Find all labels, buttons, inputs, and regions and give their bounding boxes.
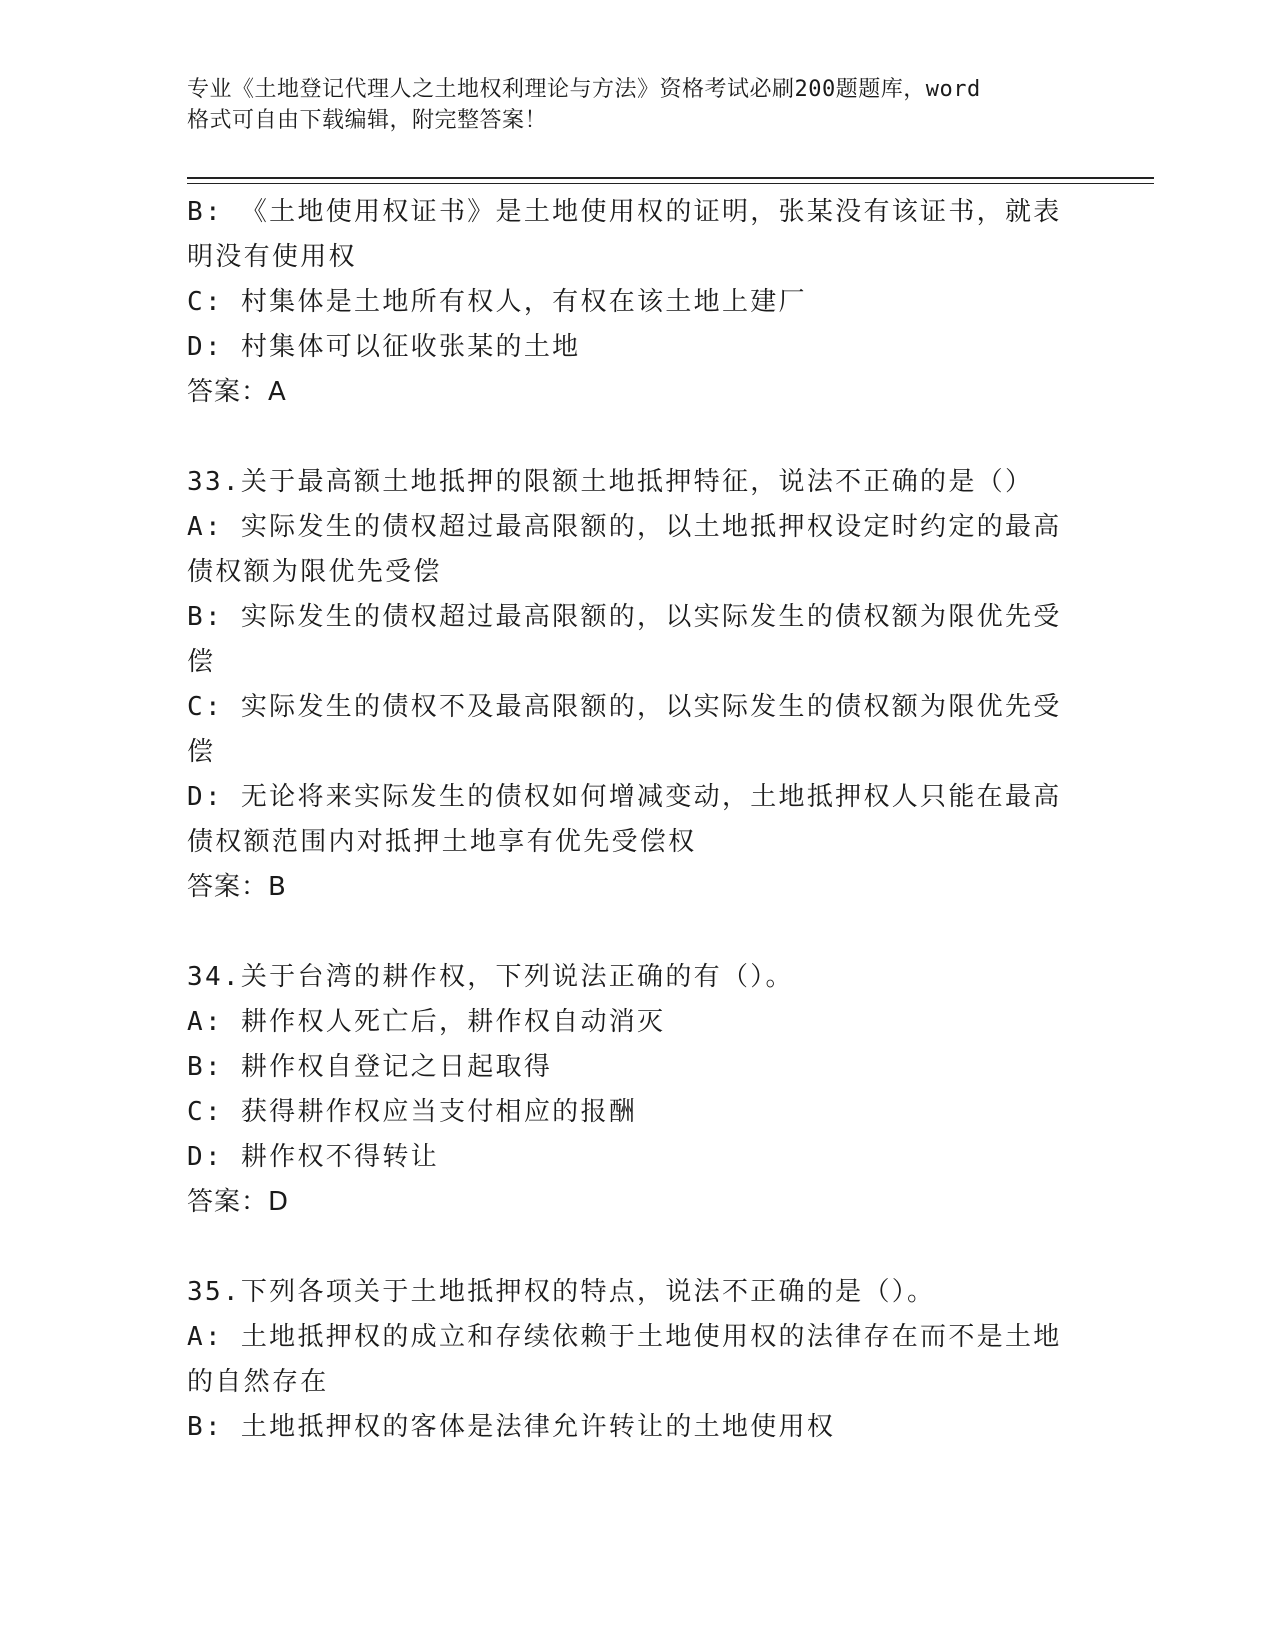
answer: 答案：A: [187, 377, 287, 407]
question-block-32: [187, 190, 1087, 415]
question-content: [187, 190, 1087, 1450]
option-c-line-2: 偿: [187, 737, 216, 767]
header-rule-thin: [187, 183, 1154, 184]
option-b-line-2: 偿: [187, 647, 216, 677]
question-text: 34.关于台湾的耕作权，下列说法正确的有（）。: [187, 962, 794, 992]
question-block-33: [187, 460, 1087, 910]
option-a-line-1: A: 实际发生的债权超过最高限额的，以土地抵押权设定时约定的最高: [187, 512, 1062, 542]
header-title-line-2: 格式可自由下载编辑，附完整答案！: [187, 108, 548, 133]
question-text: 33.关于最高额土地抵押的限额土地抵押特征，说法不正确的是（）: [187, 467, 1034, 497]
page-header: [187, 74, 1067, 136]
spacer: [187, 1225, 1087, 1270]
option-b-line-1: B: 《土地使用权证书》是土地使用权的证明，张某没有该证书，就表: [187, 197, 1062, 227]
question-block-34: [187, 955, 1087, 1225]
option-b-line-2: 明没有使用权: [187, 242, 357, 272]
answer: 答案：D: [187, 1187, 290, 1217]
option-b: B: 耕作权自登记之日起取得: [187, 1052, 553, 1082]
option-a-line-2: 债权额为限优先受偿: [187, 557, 442, 587]
question-block-35: [187, 1270, 1087, 1450]
option-a: A: 耕作权人死亡后，耕作权自动消灭: [187, 1007, 666, 1037]
answer: 答案：B: [187, 872, 287, 902]
option-c: C: 获得耕作权应当支付相应的报酬: [187, 1097, 638, 1127]
spacer: [187, 415, 1087, 460]
option-a-line-2: 的自然存在: [187, 1367, 329, 1397]
option-b-line-1: B: 实际发生的债权超过最高限额的，以实际发生的债权额为限优先受: [187, 602, 1062, 632]
option-d: D: 村集体可以征收张某的土地: [187, 332, 581, 362]
option-d: D: 耕作权不得转让: [187, 1142, 439, 1172]
option-a-line-1: A: 土地抵押权的成立和存续依赖于土地使用权的法律存在而不是土地: [187, 1322, 1062, 1352]
option-c-line-1: C: 实际发生的债权不及最高限额的，以实际发生的债权额为限优先受: [187, 692, 1062, 722]
option-d-line-1: D: 无论将来实际发生的债权如何增减变动，土地抵押权人只能在最高: [187, 782, 1062, 812]
option-c: C: 村集体是土地所有权人，有权在该土地上建厂: [187, 287, 807, 317]
option-d-line-2: 债权额范围内对抵押土地享有优先受偿权: [187, 827, 697, 857]
header-title-line-1: 专业《土地登记代理人之土地权利理论与方法》资格考试必刷200题题库，word: [187, 77, 981, 102]
option-b: B: 土地抵押权的客体是法律允许转让的土地使用权: [187, 1412, 836, 1442]
spacer: [187, 910, 1087, 955]
question-text: 35.下列各项关于土地抵押权的特点，说法不正确的是（）。: [187, 1277, 936, 1307]
header-rule-thick: [187, 177, 1154, 179]
